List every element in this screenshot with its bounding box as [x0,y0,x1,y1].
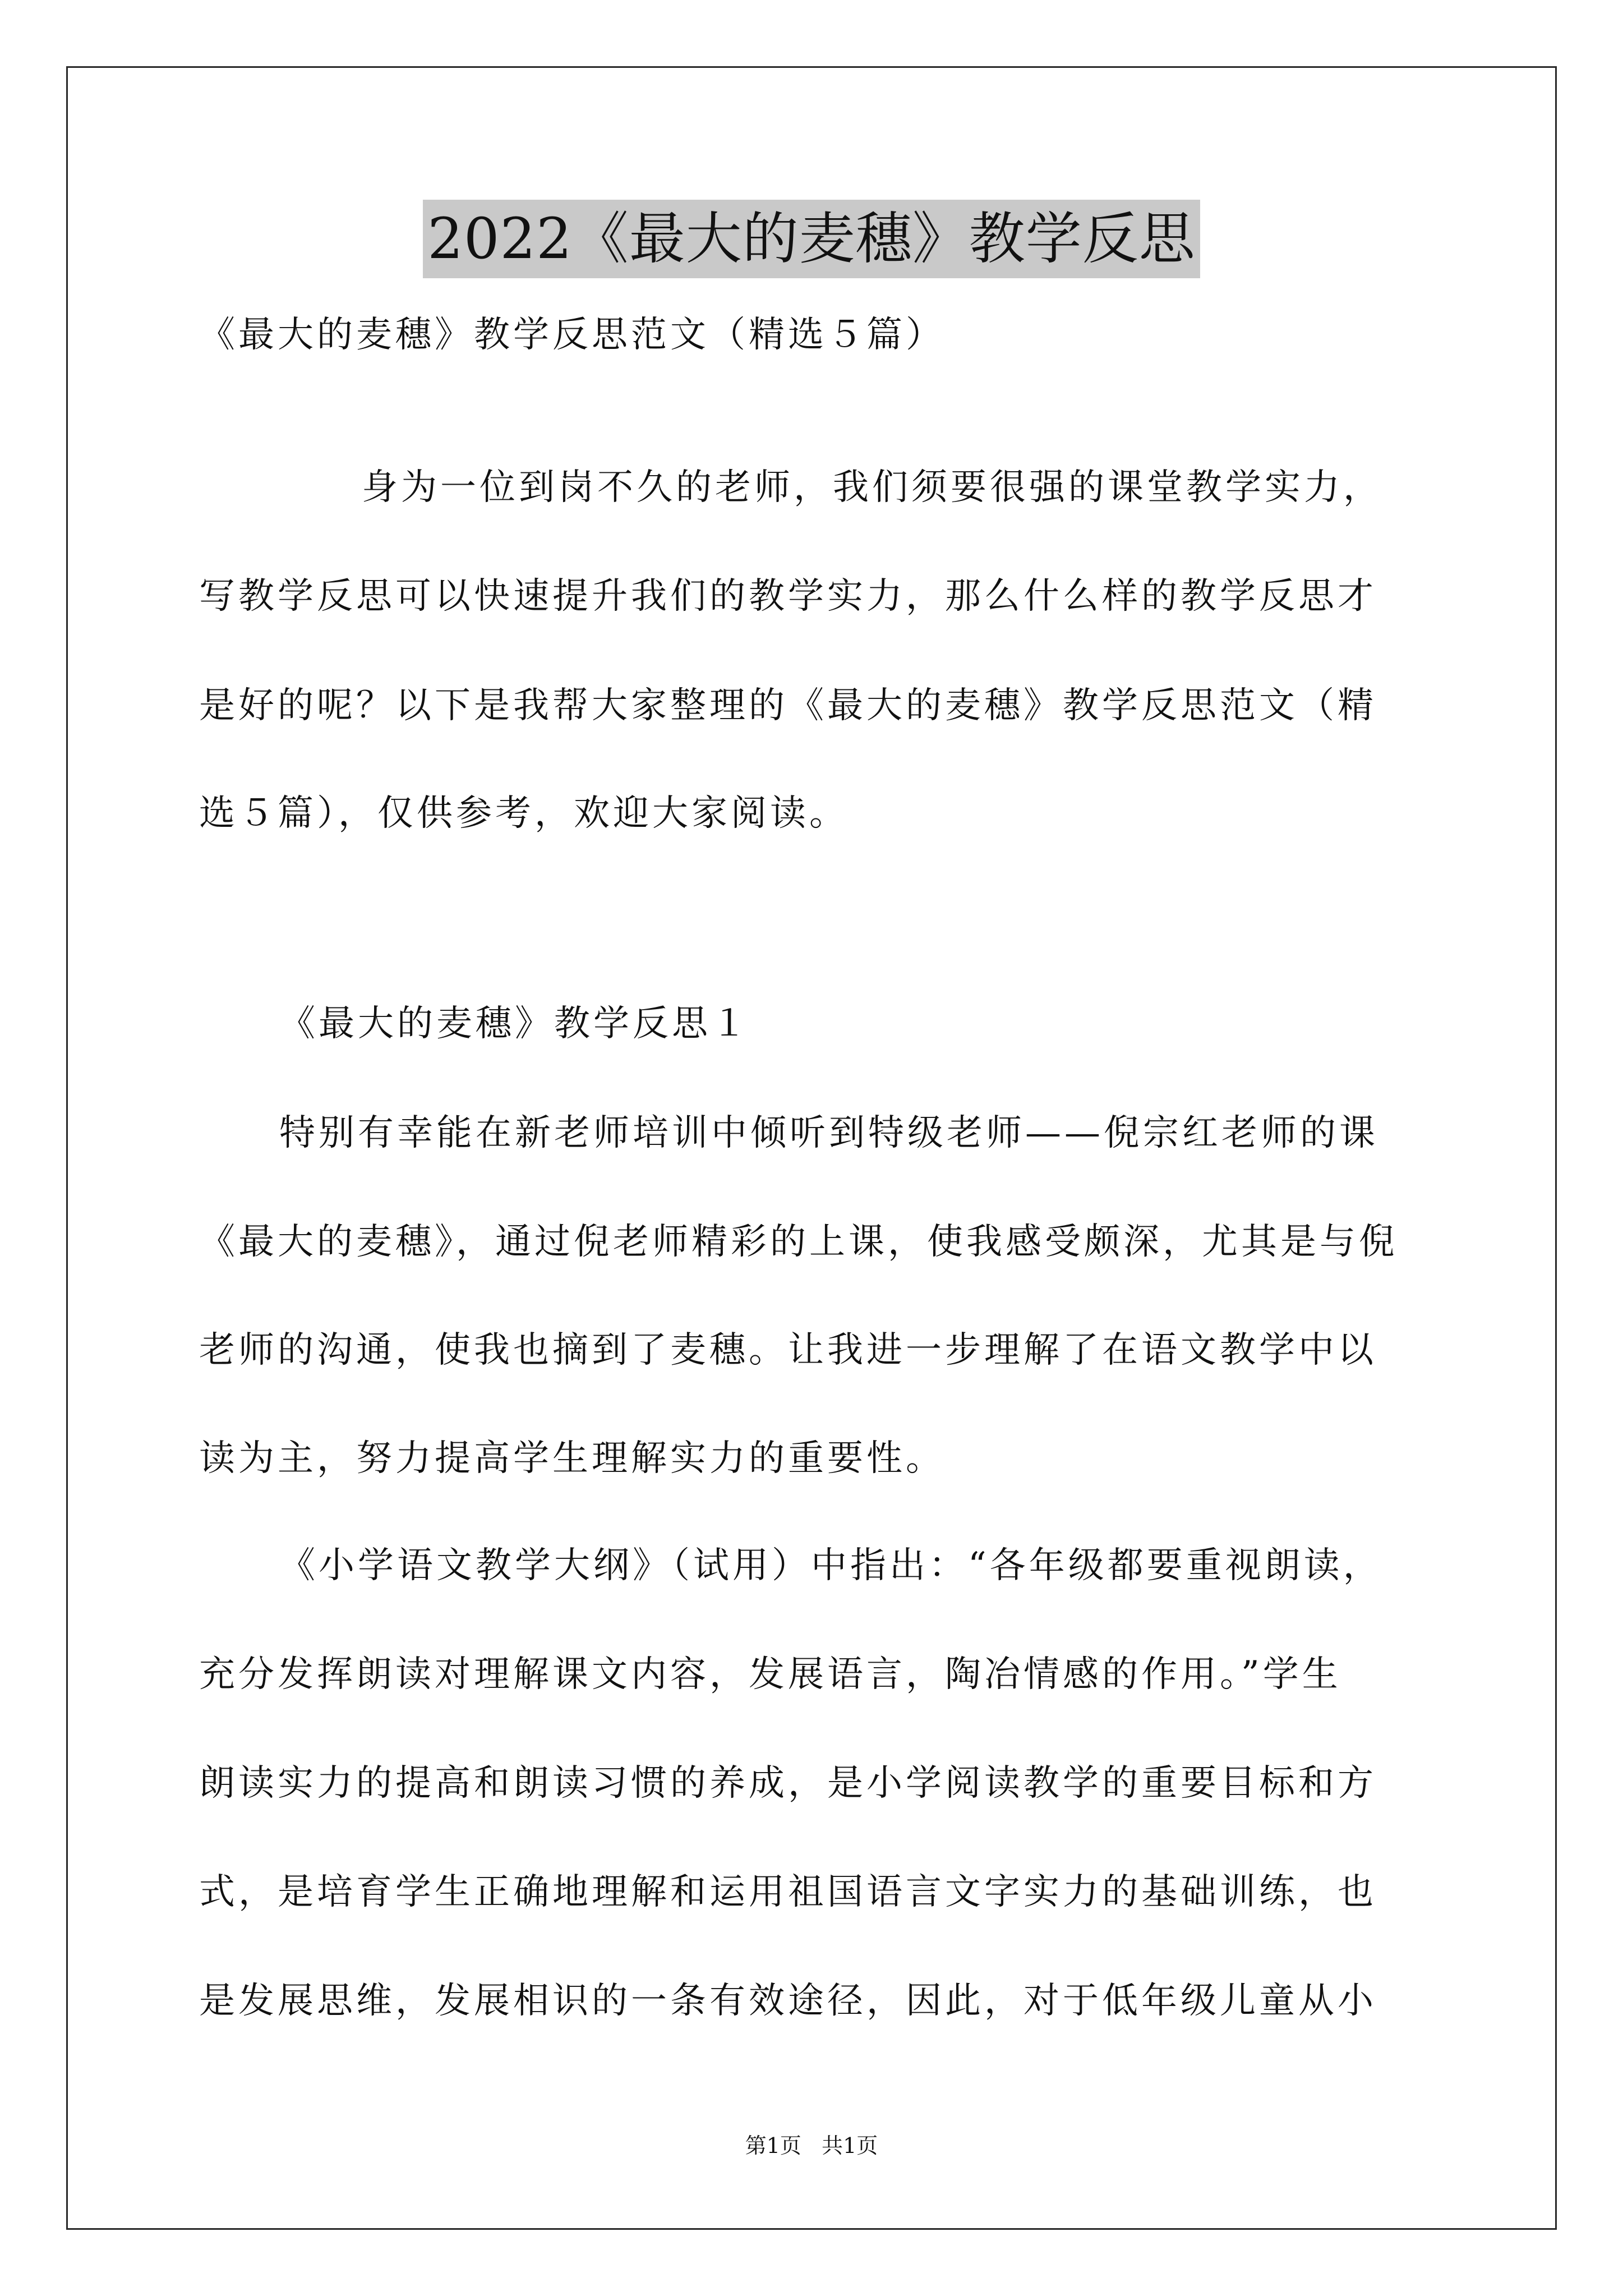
intro-line-1: 身为一位到岗不久的老师，我们须要很强的课堂教学实力， [362,467,1382,508]
intro-line-3: 是好的呢？以下是我帮大家整理的《最大的麦穗》教学反思范文（精 [199,685,1377,726]
page-footer: 第1页 共1页 [745,2133,878,2158]
paragraph2-line-2: 充分发挥朗读对理解课文内容，发展语言，陶冶情感的作用。”学生 [199,1654,1341,1695]
document-title: 2022《最大的麦穗》教学反思 [423,200,1200,278]
paragraph1-line-2: 《最大的麦穗》，通过倪老师精彩的上课，使我感受颇深，尤其是与倪 [199,1221,1398,1263]
paragraph2-line-1: 《小学语文教学大纲》（试用）中指出：“各年级都要重视朗读， [279,1545,1382,1586]
paragraph2-line-4: 式，是培育学生正确地理解和运用祖国语言文字实力的基础训练，也 [199,1871,1377,1913]
paragraph1-line-1: 特别有幸能在新老师培训中倾听到特级老师——倪宗红老师的课 [279,1112,1378,1154]
document-subtitle: 《最大的麦穗》教学反思范文（精选５篇） [199,314,945,356]
title-container [0,200,1623,278]
paragraph1-line-4: 读为主，努力提高学生理解实力的重要性。 [199,1438,945,1479]
section-heading: 《最大的麦穗》教学反思１ [279,1003,750,1045]
paragraph2-line-3: 朗读实力的提高和朗读习惯的养成，是小学阅读教学的重要目标和方 [199,1763,1377,1804]
paragraph2-line-5: 是发展思维，发展相识的一条有效途径，因此，对于低年级儿童从小 [199,1980,1377,2022]
paragraph1-line-3: 老师的沟通，使我也摘到了麦穗。让我进一步理解了在语文教学中以 [199,1329,1377,1371]
intro-line-4: 选５篇），仅供参考，欢迎大家阅读。 [199,793,849,834]
intro-line-2: 写教学反思可以快速提升我们的教学实力，那么什么样的教学反思才 [199,576,1377,617]
